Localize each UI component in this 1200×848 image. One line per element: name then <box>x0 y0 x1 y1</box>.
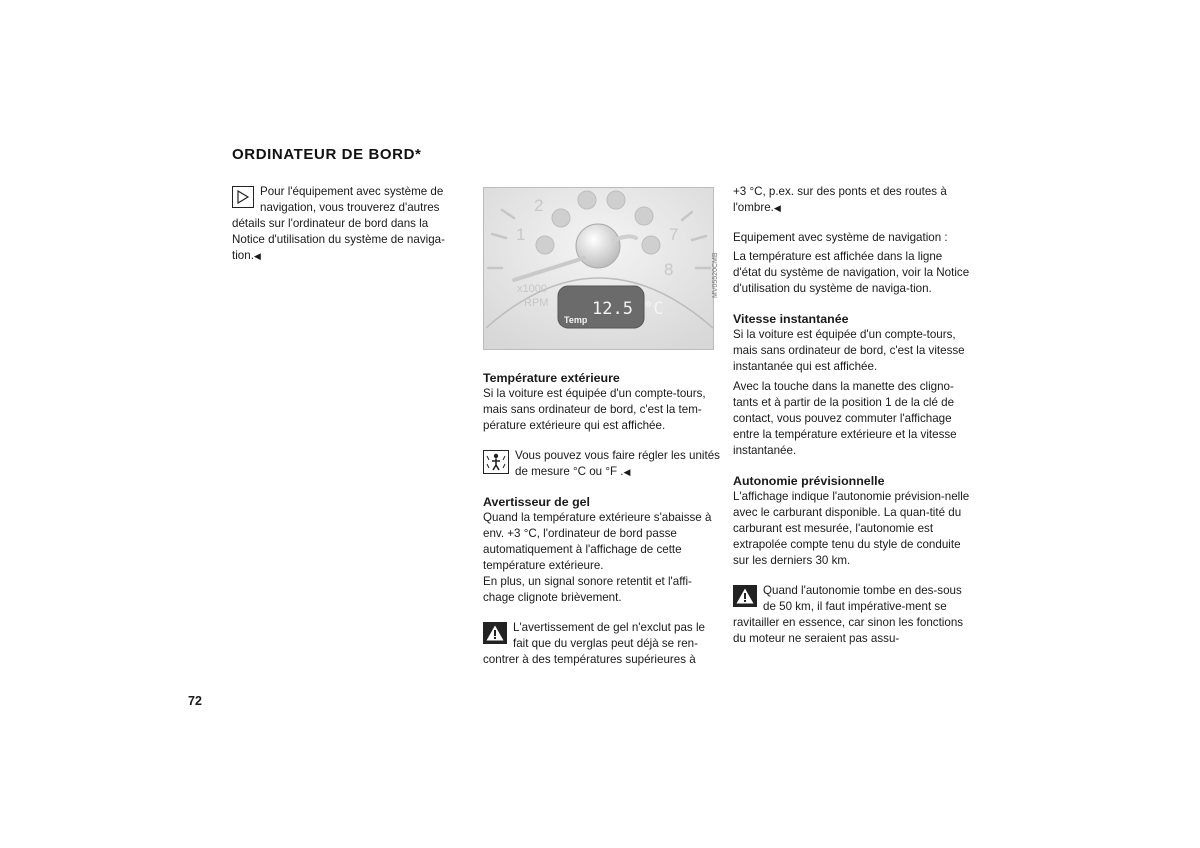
end-mark: ◀ <box>773 203 781 213</box>
tick-label: 8 <box>664 260 674 279</box>
navigation-text: La température est affichée dans la ligne d'état du système de navigation, voir la Notice d'utilisation du système de naviga-tion. <box>733 250 970 295</box>
frost-warning: L'avertissement de gel n'exclut pas le fait que du verglas peut déjà se ren-contrer à des températures supérieures à <box>483 621 705 666</box>
frost-text: Quand la température extérieure s'abaisse à env. +3 °C, l'ordinateur de bord passe automatiquement à l'affichage de cette température extérieure. <box>483 511 712 572</box>
warning-icon <box>733 585 757 607</box>
tick-label: 2 <box>534 196 544 215</box>
display-value: 12.5 °C <box>592 299 664 319</box>
environment-note: Vous pouvez vous faire régler les unités de mesure °C ou °F .◀ <box>483 448 723 480</box>
end-mark: ◀ <box>253 251 261 261</box>
navigation-label: Equipement avec système de navigation : <box>733 231 948 244</box>
rpm-unit: x1000 <box>517 283 547 295</box>
tick-label: 1 <box>516 225 526 244</box>
column-middle <box>483 370 723 668</box>
warning-icon <box>483 622 507 644</box>
page-title: ORDINATEUR DE BORD* <box>232 146 422 163</box>
column-right <box>733 184 973 647</box>
frost-warning-continued: +3 °C, p.ex. sur des ponts et des routes à l'ombre.◀ <box>733 185 947 214</box>
display-label: Temp <box>564 315 588 325</box>
frost-text-signal: En plus, un signal sonore retentit et l'affi-chage clignote brièvement. <box>483 575 692 604</box>
tick-label: 7 <box>669 225 679 244</box>
rpm-unit: RPM <box>524 297 549 309</box>
environment-icon <box>483 450 509 474</box>
figure-code: MV05520CMB <box>712 252 719 298</box>
play-triangle-icon <box>232 186 254 208</box>
navigation-intro-text: Pour l'équipement avec système de navigation, vous trouverez d'autres détails sur l'ordinateur de bord dans la Notice d'utilisation du système de naviga-tion.◀ <box>232 185 445 262</box>
section-heading-frost: Avertisseur de gel <box>483 495 590 509</box>
section-heading-temperature: Température extérieure <box>483 371 620 385</box>
section-heading-range: Autonomie prévisionnelle <box>733 474 885 488</box>
section-heading-speed: Vitesse instantanée <box>733 312 849 326</box>
speed-toggle-text: Avec la touche dans la manette des cligno-tants et à partir de la position 1 de la clé de contact, vous pouvez commuter l'affichage entre la température extérieure et la vitesse instantanée. <box>733 380 957 457</box>
column-left <box>232 184 464 264</box>
temperature-text: Si la voiture est équipée d'un compte-tours, mais sans ordinateur de bord, c'est la tem-pérature extérieure qui est affichée. <box>483 387 706 432</box>
page-number: 72 <box>188 694 202 708</box>
end-mark: ◀ <box>623 467 631 477</box>
speed-text: Si la voiture est équipée d'un compte-tours, mais sans ordinateur de bord, c'est la vitesse instantanée qui est affichée. <box>733 328 965 373</box>
range-warning: Quand l'autonomie tombe en des-sous de 50 km, il faut impérative-ment se ravitailler en essence, car sinon les fonctions du moteur ne seraient pas assu- <box>733 584 964 645</box>
instrument-cluster-figure <box>483 187 714 350</box>
range-text: L'affichage indique l'autonomie prévision-nelle avec le carburant disponible. La quan-tité du carburant est mesurée, l'autonomie est extrapolée compte tenu du style de conduite sur les derniers 30 km. <box>733 490 970 567</box>
